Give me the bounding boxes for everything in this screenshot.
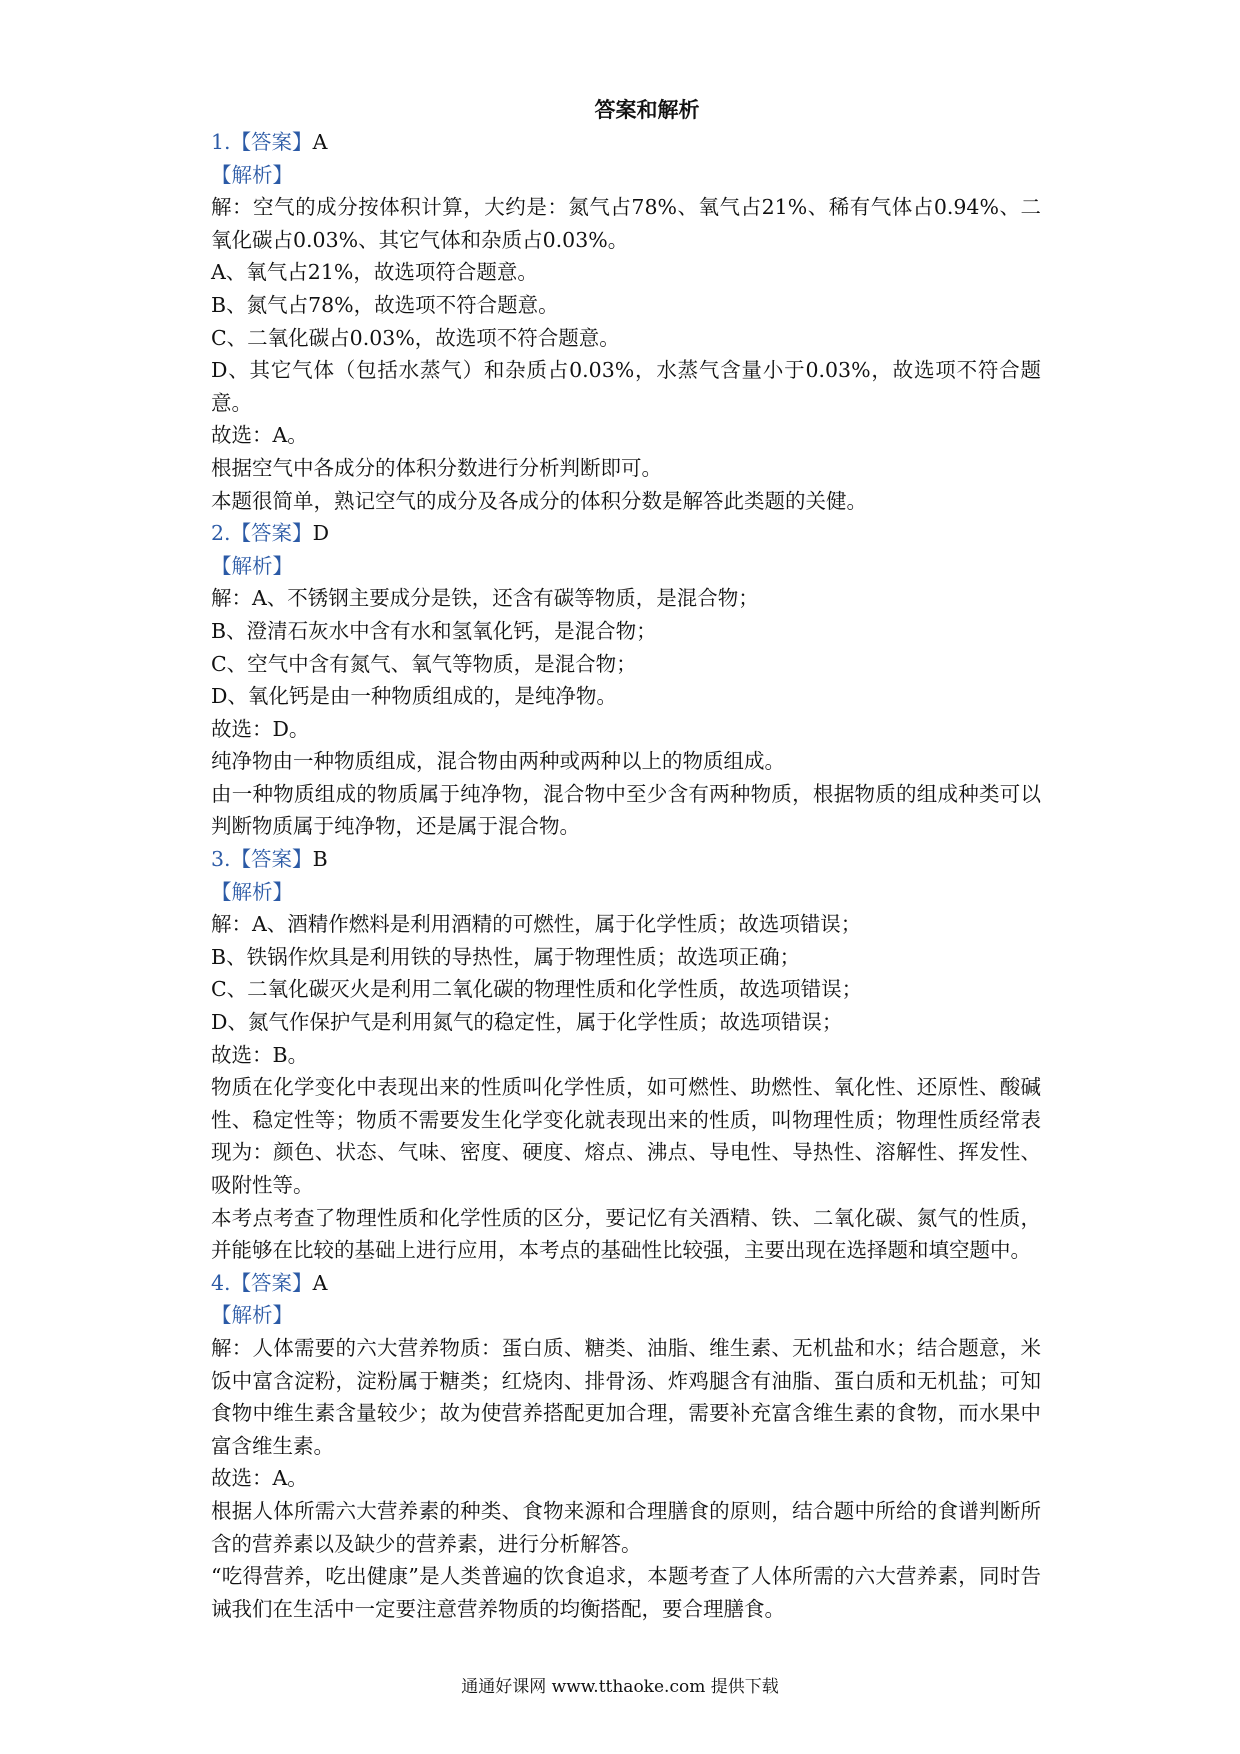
question-2 <box>211 517 1041 843</box>
analysis-line: 纯净物由一种物质组成，混合物由两种或两种以上的物质组成。 <box>211 749 785 774</box>
analysis-line: C、二氧化碳灭火是利用二氧化碳的物理性质和化学性质，故选项错误； <box>211 977 863 1002</box>
answer-tag: 【答案】 <box>230 521 313 546</box>
analysis-line: “吃得营养，吃出健康”是人类普遍的饮食追求，本题考查了人体所需的六大营养素，同时告诫我们在生活中一定要注意营养物质的均衡搭配，要合理膳食。 <box>211 1564 1041 1621</box>
analysis-line: 本题很简单，熟记空气的成分及各成分的体积分数是解答此类题的关健。 <box>211 488 867 513</box>
analysis-line: B、澄清石灰水中含有水和氢氧化钙，是混合物； <box>211 618 657 643</box>
analysis-line: 根据人体所需六大营养素的种类、食物来源和合理膳食的原则，结合题中所给的食谱判断所含的营养素以及缺少的营养素，进行分析解答。 <box>211 1498 1041 1556</box>
analysis-line: A、氧气占21%，故选项符合题意。 <box>211 260 538 285</box>
analysis-line: 物质在化学变化中表现出来的性质叫化学性质，如可燃性、助燃性、氧化性、还原性、酸碱性、稳定性等；物质不需要发生化学变化就表现出来的性质，叫物理性质；物理性质经常表现为：颜色、状态、气味、密度、硬度、熔点、沸点、导电性、导热性、溶解性、挥发性、吸附性等。 <box>211 1075 1041 1197</box>
page-footer: 通通好课网 www.tthaoke.com 提供下载 <box>461 1677 779 1697</box>
analysis-line: 故选：D。 <box>211 716 310 741</box>
answer-line <box>211 517 1041 550</box>
analysis-line: B、铁锅作炊具是利用铁的导热性，属于物理性质；故选项正确； <box>211 944 801 969</box>
analysis-line: 本考点考查了物理性质和化学性质的区分，要记忆有关酒精、铁、二氧化碳、氮气的性质，并能够在比较的基础上进行应用，本考点的基础性比较强，主要出现在选择题和填空题中。 <box>211 1205 1041 1263</box>
analysis-line: 解：人体需要的六大营养物质：蛋白质、糖类、油脂、维生素、无机盐和水；结合题意，米饭中富含淀粉，淀粉属于糖类；红烧肉、排骨汤、炸鸡腿含有油脂、蛋白质和无机盐；可知食物中维生素含量较少；故为使营养搭配更加合理，需要补充富含维生素的食物，而水果中富含维生素。 <box>211 1335 1041 1458</box>
analysis-label: 【解析】 <box>211 553 293 578</box>
question-number: 3. <box>211 847 231 872</box>
analysis-line: C、二氧化碳占0.03%，故选项不符合题意。 <box>211 325 620 350</box>
analysis-line: B、氮气占78%，故选项不符合题意。 <box>211 292 559 317</box>
question-number: 4. <box>211 1270 231 1295</box>
analysis-line: 故选：A。 <box>211 1466 308 1491</box>
answer-line <box>211 1267 1041 1300</box>
analysis-line: 故选：B。 <box>211 1042 309 1067</box>
answer-tag: 【答案】 <box>230 130 313 154</box>
question-1 <box>211 126 1041 517</box>
analysis-line: 由一种物质组成的物质属于纯净物，混合物中至少含有两种物质，根据物质的组成种类可以判断物质属于纯净物，还是属于混合物。 <box>211 781 1041 839</box>
analysis-label: 【解析】 <box>211 879 293 904</box>
question-4 <box>211 1267 1041 1626</box>
analysis-label: 【解析】 <box>211 162 293 187</box>
analysis-line: D、其它气体（包括水蒸气）和杂质占0.03%，水蒸气含量小于0.03%，故选项不符合题意。 <box>211 358 1041 415</box>
analysis-line: 根据空气中各成分的体积分数进行分析判断即可。 <box>211 455 662 480</box>
answer-tag: 【答案】 <box>230 1270 313 1295</box>
question-number: 2. <box>211 521 231 546</box>
analysis-line: 解：空气的成分按体积计算，大约是：氮气占78%、氧气占21%、稀有气体占0.94%、二氧化碳占0.03%、其它气体和杂质占0.03%。 <box>211 195 1041 252</box>
analysis-line: C、空气中含有氮气、氧气等物质，是混合物； <box>211 651 637 676</box>
analysis-line: 故选：A。 <box>211 423 308 448</box>
answer-line <box>211 843 1041 876</box>
answer-line <box>211 126 1041 159</box>
analysis-line: 解：A、酒精作燃料是利用酒精的可燃性，属于化学性质；故选项错误； <box>211 912 862 937</box>
page-title: 答案和解析 <box>594 98 700 122</box>
analysis-line: D、氮气作保护气是利用氮气的稳定性，属于化学性质；故选项错误； <box>211 1010 843 1035</box>
answer-value: B <box>312 847 328 872</box>
question-3 <box>211 843 1041 1267</box>
answer-value: A <box>312 130 328 154</box>
analysis-line: 解：A、不锈钢主要成分是铁，还含有碳等物质，是混合物； <box>211 586 759 611</box>
answer-value: D <box>312 521 329 546</box>
answer-value: A <box>312 1270 328 1295</box>
analysis-label: 【解析】 <box>211 1303 293 1328</box>
answer-tag: 【答案】 <box>230 847 313 872</box>
document-page <box>211 96 1041 1625</box>
analysis-line: D、氧化钙是由一种物质组成的，是纯净物。 <box>211 684 617 709</box>
question-number: 1. <box>211 130 231 154</box>
